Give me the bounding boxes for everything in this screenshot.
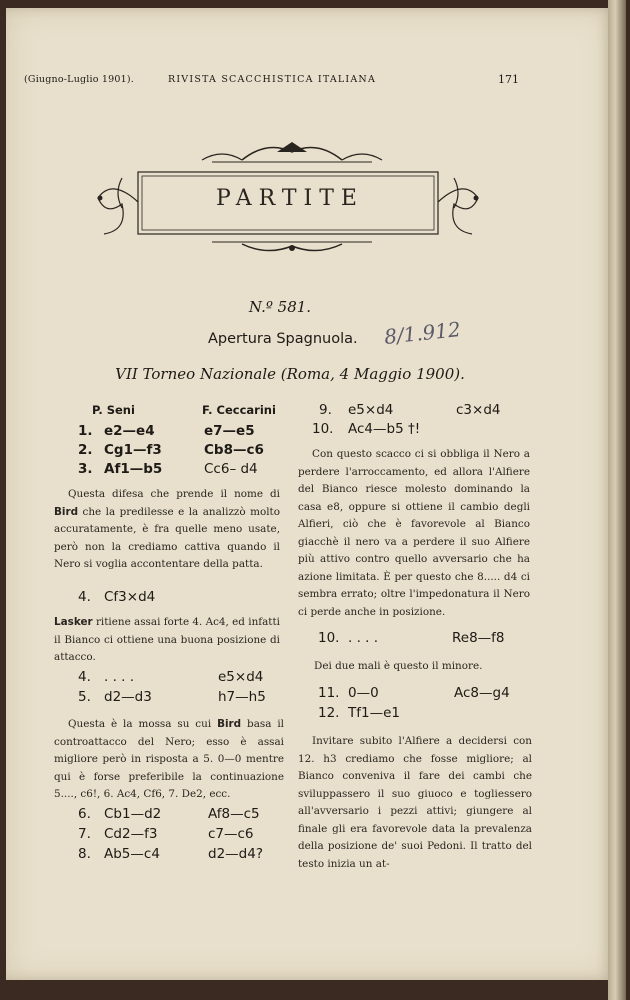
commentary-paragraph: Invitare subito l'Alfiere a decidersi con 12. h3 crediamo che fosse migliore; al Bianco conveniva il fare dei cambi che sviluppassero il suo giuoco e togliessero all'avversario i pezzi attivi; giungere al finale gli era favorevole data la prevalenza della posizione de' suoi Pedoni. Il tratto del testo inizia un at- — [298, 735, 532, 870]
white-move: Cg1—f3 — [104, 442, 162, 458]
white-move: Cf3×d4 — [104, 589, 156, 605]
page-number: 171 — [498, 73, 519, 86]
white-move: Af1—b5 — [104, 461, 163, 477]
move-number: 6. — [78, 806, 91, 822]
section-title: PARTITE — [216, 186, 364, 211]
game-number: N.º 581. — [248, 298, 312, 316]
white-move: . . . . — [104, 669, 135, 685]
white-move: e2—e4 — [104, 423, 155, 439]
move-number: 4. — [78, 589, 91, 605]
black-move: d2—d4? — [208, 846, 263, 862]
black-move: Cb8—c6 — [204, 442, 264, 458]
white-move: Ac4—b5 †! — [348, 421, 421, 437]
white-move: d2—d3 — [104, 689, 152, 705]
white-move: . . . . — [348, 630, 379, 646]
white-move: Ab5—c4 — [104, 846, 160, 862]
black-move: e7—e5 — [204, 423, 255, 439]
white-move: 0—0 — [348, 685, 379, 701]
move-number: 10. — [312, 421, 334, 437]
black-move: e5×d4 — [218, 669, 264, 685]
white-move: e5×d4 — [348, 402, 394, 418]
move-number: 11. — [318, 685, 340, 701]
commentary-paragraph: Lasker ritiene assai forte 4. Ac4, ed infatti il Bianco ci ottiene una buona posizione di attacco. — [54, 616, 280, 663]
move-number: 9. — [319, 402, 332, 418]
black-move: Re8—f8 — [452, 630, 505, 646]
black-move: c3×d4 — [456, 402, 501, 418]
black-move: Af8—c5 — [208, 806, 260, 822]
move-number: 5. — [78, 689, 91, 705]
black-move: Ac8—g4 — [454, 685, 510, 701]
commentary-paragraph: Dei due mali è questo il minore. — [314, 660, 483, 672]
move-number: 12. — [318, 705, 340, 721]
opening-name: Apertura Spagnuola. — [208, 331, 358, 347]
move-number: 2. — [78, 442, 93, 458]
commentary-paragraph: Questa difesa che prende il nome di Bird che la predilesse e la analizzò molto accuratamente, è fra quelle meno usate, però non la crediamo cattiva quando il Nero si voglia accontentare della patta. — [54, 488, 280, 570]
move-number: 7. — [78, 826, 91, 842]
black-move: c7—c6 — [208, 826, 254, 842]
tournament-info: VII Torneo Nazionale (Roma, 4 Maggio 1900). — [115, 365, 465, 383]
commentary-paragraph: Questa è la mossa su cui Bird basa il controattacco del Nero; esso è assai migliore però in risposta a 5. 0—0 mentre qui è forse preferibile la continuazione 5...., c6!, 6. Ac4, Cf6, 7. De2, ecc. — [54, 718, 284, 800]
white-move: Tf1—e1 — [348, 705, 400, 721]
header-journal-title: RIVISTA SCACCHISTICA ITALIANA — [168, 74, 377, 85]
move-number: 4. — [78, 669, 91, 685]
white-move: Cb1—d2 — [104, 806, 162, 822]
white-move: Cd2—f3 — [104, 826, 158, 842]
handwritten-note: 8/1.912 — [382, 317, 462, 349]
move-number: 10. — [318, 630, 340, 646]
black-move: h7—h5 — [218, 689, 266, 705]
black-move: Cc6– d4 — [204, 461, 258, 477]
player-black: F. Ceccarini — [202, 403, 276, 417]
commentary-paragraph: Con questo scacco ci si obbliga il Nero a perdere l'arroccamento, ed allora l'Alfiere del Bianco riesce molesto dominando la casa e8, oppure si ottiene il cambio degli Alfieri, ciò che è favorevole al Bianco giacchè il nero va a perdere il suo Alfiere più attivo contro quello avversario che ha azione limitata. È per questo che 8..... d4 ci sembra errato; oltre l'impedonatura il Nero ci perde anche in posizione. — [298, 448, 530, 618]
player-white: P. Seni — [92, 403, 135, 417]
header-date: (Giugno-Luglio 1901). — [24, 74, 135, 85]
book-spine — [608, 0, 626, 1000]
move-number: 3. — [78, 461, 93, 477]
move-number: 1. — [78, 423, 93, 439]
move-number: 8. — [78, 846, 91, 862]
